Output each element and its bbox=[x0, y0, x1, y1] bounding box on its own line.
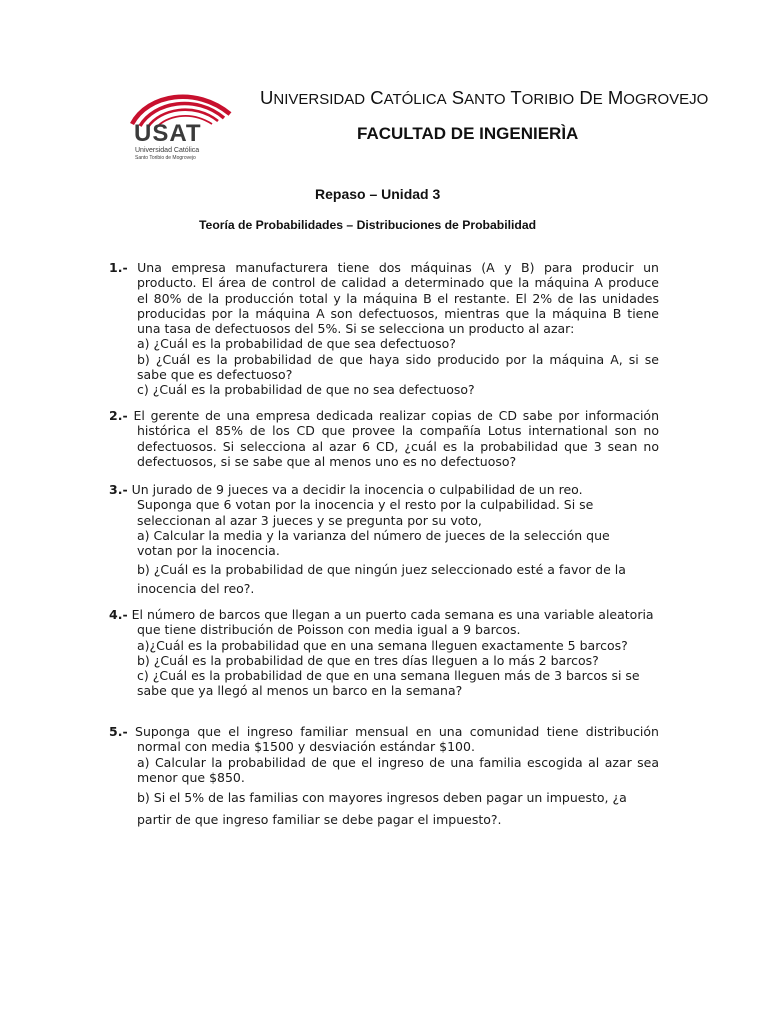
question-line: una tasa de defectuosos del 5%. Si se selecciona un producto al azar: bbox=[137, 321, 575, 337]
question-line: histórica el 85% de los CD que provee la compañía Lotus international son no bbox=[137, 423, 659, 439]
question-line: b) Si el 5% de las familias con mayores ingresos deben pagar un impuesto, ¿a bbox=[137, 790, 627, 806]
question-5: 5.- Suponga que el ingreso familiar mensual en una comunidad tiene distribución normal con media $1500 y desviación estándar $100. a) Calcular la probabilidad de que el ingreso de una familia escogida al azar sea menor que $850. b) Si el 5% de las familias con mayores ingresos deben pagar un impuesto, ¿a partir de que ingreso familiar se debe pagar el impuesto?. bbox=[109, 724, 659, 831]
question-line: c) ¿Cuál es la probabilidad de que no sea defectuoso? bbox=[137, 382, 475, 398]
question-line: a) Calcular la probabilidad de que el ingreso de una familia escogida al azar sea bbox=[137, 754, 659, 770]
university-title: UNIVERSIDAD CATÓLICA SANTO TORIBIO DE MOGROVEJO bbox=[260, 87, 709, 108]
question-line: c) ¿Cuál es la probabilidad de que en una semana lleguen más de 3 barcos si se bbox=[137, 668, 640, 684]
question-number: 1.- bbox=[109, 260, 128, 275]
logo-brand-text: USAT bbox=[134, 120, 202, 147]
question-line: defectuosos, si se sabe que al menos uno es no defectuoso? bbox=[137, 453, 517, 469]
question-1: 1.- Una empresa manufacturera tiene dos máquinas (A y B) para producir un producto. El área de control de calidad a determinado que la máquina A produce el 80% de la producción total y la máquina B el restante. El 2% de las unidades producidas por la máquina A son defectuosos, mientras que la máquina B tiene una tasa de defectuosos del 5%. Si se selecciona un producto al azar: a) ¿Cuál es la probabilidad de que sea defectuoso? b) ¿Cuál es la probabilidad de que haya sido producido por la máquina A, si se sabe que es defectuoso? c) ¿Cuál es la probabilidad de que no sea defectuoso? bbox=[109, 260, 659, 398]
logo-university-line: Universidad Católica bbox=[135, 147, 200, 154]
question-line: b) ¿Cuál es la probabilidad de que en tres días lleguen a lo más 2 barcos? bbox=[137, 652, 599, 668]
review-title: Repaso – Unidad 3 bbox=[315, 186, 441, 202]
question-line: seleccionan al azar 3 jueces y se pregunta por su voto, bbox=[137, 512, 482, 528]
question-line: b) ¿Cuál es la probabilidad de que haya sido producido por la máquina A, si se bbox=[137, 351, 659, 367]
faculty-title: FACULTAD DE INGENIERÌA bbox=[357, 124, 579, 143]
question-line: sabe que es defectuoso? bbox=[137, 367, 293, 383]
question-line: Suponga que 6 votan por la inocencia y el resto por la culpabilidad. Si se bbox=[137, 497, 594, 513]
document-subtitle: Teoría de Probabilidades – Distribuciones de Probabilidad bbox=[199, 218, 537, 232]
question-number: 4.- bbox=[109, 607, 128, 622]
question-line: partir de que ingreso familiar se debe pagar el impuesto?. bbox=[137, 812, 502, 828]
question-4: 4.- El número de barcos que llegan a un puerto cada semana es una variable aleatoria que tiene distribución de Poisson con media igual a 9 barcos. a)¿Cuál es la probabilidad que en una semana lleguen exactamente 5 barcos? b) ¿Cuál es la probabilidad de que en tres días lleguen a lo más 2 barcos? c) ¿Cuál es la probabilidad de que en una semana lleguen más de 3 barcos si se sabe que ya llegó al menos un barco en la semana? bbox=[109, 607, 659, 699]
question-line: que tiene distribución de Poisson con media igual a 9 barcos. bbox=[137, 622, 521, 638]
question-line: a) ¿Cuál es la probabilidad de que sea defectuoso? bbox=[137, 336, 456, 352]
logo-name-line: Santo Toribio de Mogrovejo bbox=[135, 155, 196, 161]
question-number: 2.- bbox=[109, 408, 128, 423]
question-number: 5.- bbox=[109, 724, 128, 739]
question-line: b) ¿Cuál es la probabilidad de que ningún juez seleccionado esté a favor de la bbox=[137, 562, 626, 578]
usat-logo bbox=[118, 88, 236, 168]
question-3: 3.- Un jurado de 9 jueces va a decidir la inocencia o culpabilidad de un reo. Suponga que 6 votan por la inocencia y el resto por la culpabilidad. Si se seleccionan al azar 3 jueces y se pregunta por su voto, a) Calcular la media y la varianza del número de jueces de la selección que votan por la inocencia. b) ¿Cuál es la probabilidad de que ningún juez seleccionado esté a favor de la inocencia del reo?. bbox=[109, 482, 659, 596]
question-line: a) Calcular la media y la varianza del número de jueces de la selección que bbox=[137, 527, 610, 543]
question-line: el 80% de la producción total y la máquina B el restante. El 2% de las unidades bbox=[137, 290, 659, 306]
question-line: normal con media $1500 y desviación estándar $100. bbox=[137, 739, 475, 755]
question-number: 3.- bbox=[109, 482, 128, 497]
question-line: defectuosos. Si selecciona al azar 6 CD, ¿cuál es la probabilidad que 3 sean no bbox=[137, 438, 659, 454]
question-line: a)¿Cuál es la probabilidad que en una semana lleguen exactamente 5 barcos? bbox=[137, 637, 628, 653]
question-line: sabe que ya llegó al menos un barco en la semana? bbox=[137, 683, 463, 699]
question-line: producidas por la máquina A son defectuosos, mientras que la máquina B tiene bbox=[137, 305, 659, 321]
question-line: inocencia del reo?. bbox=[137, 580, 255, 596]
question-line: menor que $850. bbox=[137, 769, 245, 785]
question-line: votan por la inocencia. bbox=[137, 543, 280, 559]
question-2: 2.- El gerente de una empresa dedicada realizar copias de CD sabe por información histórica el 85% de los CD que provee la compañía Lotus international son no defectuosos. Si selecciona al azar 6 CD, ¿cuál es la probabilidad que 3 sean no defectuosos, si se sabe que al menos uno es no defectuoso? bbox=[109, 408, 659, 469]
question-line: producto. El área de control de calidad a determinado que la máquina A produce bbox=[137, 275, 659, 291]
